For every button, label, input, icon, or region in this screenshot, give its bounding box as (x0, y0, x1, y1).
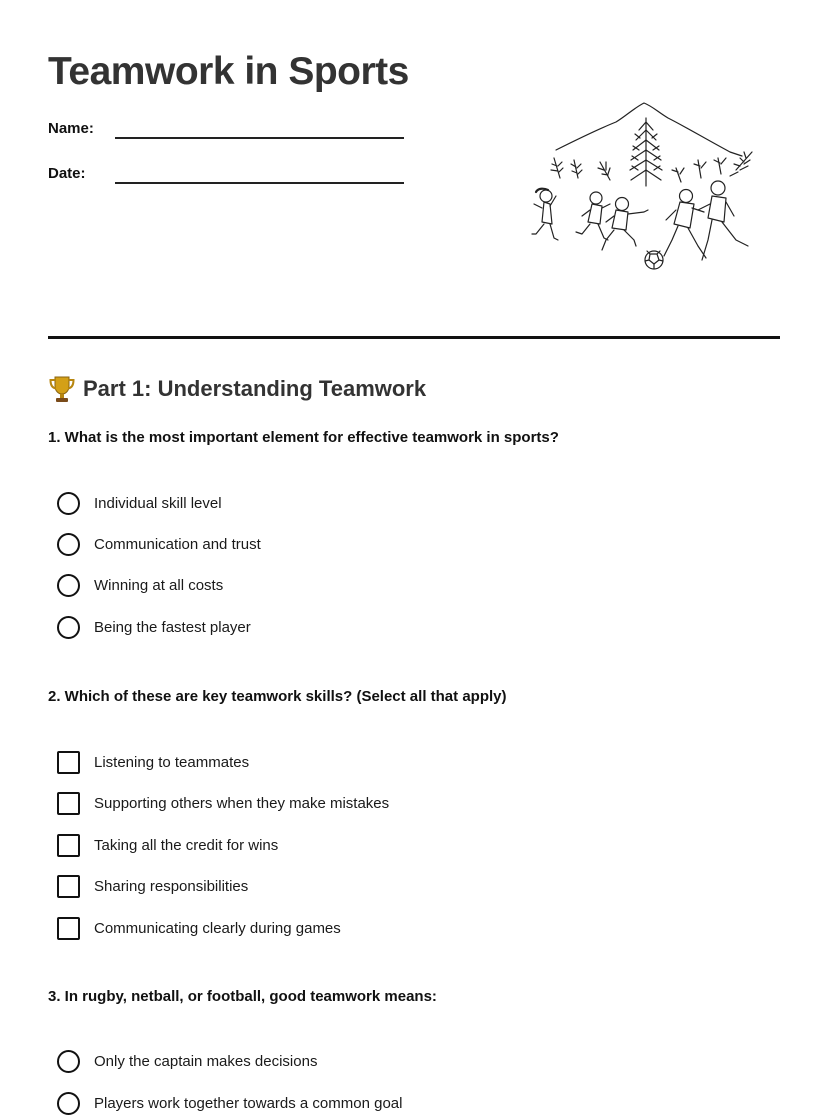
checkbox[interactable] (57, 875, 80, 898)
radio-button[interactable] (57, 574, 80, 597)
option-label: Only the captain makes decisions (94, 1052, 318, 1070)
option-label: Communicating clearly during games (94, 919, 341, 937)
child-runner-2 (576, 192, 610, 240)
option-label: Individual skill level (94, 494, 222, 512)
q2-option-2[interactable] (57, 790, 389, 816)
q3-option-2[interactable] (57, 1090, 402, 1116)
q2-option-4[interactable] (57, 873, 248, 899)
date-label: Date: (48, 165, 86, 182)
radio-button[interactable] (57, 1050, 80, 1073)
name-field (48, 116, 408, 142)
q1-option-3[interactable] (57, 572, 223, 598)
q2-option-5[interactable] (57, 915, 341, 941)
option-label: Being the fastest player (94, 618, 251, 636)
part1-title: Part 1: Understanding Teamwork (83, 376, 427, 401)
q2-option-1[interactable] (57, 749, 249, 775)
radio-button[interactable] (57, 533, 80, 556)
question-3-text: 3. In rugby, netball, or football, good teamwork means: (48, 988, 437, 1005)
name-input-line[interactable] (115, 137, 404, 139)
checkbox[interactable] (57, 834, 80, 857)
checkbox[interactable] (57, 751, 80, 774)
option-label: Winning at all costs (94, 576, 224, 594)
q3-option-1[interactable] (57, 1048, 317, 1074)
part1-heading (48, 372, 426, 406)
fern-plants (551, 152, 752, 182)
q1-option-2[interactable] (57, 531, 261, 557)
checkbox[interactable] (57, 792, 80, 815)
children-playing-football-illustration (526, 100, 760, 276)
tree-drawing (630, 118, 662, 186)
name-label: Name: (48, 120, 94, 137)
checkbox[interactable] (57, 917, 80, 940)
radio-button[interactable] (57, 616, 80, 639)
option-label: Taking all the credit for wins (94, 836, 279, 854)
option-label: Communication and trust (94, 535, 261, 553)
question-1-text: 1. What is the most important element for effective teamwork in sports? (48, 429, 559, 446)
option-label: Players work together towards a common goal (94, 1094, 403, 1112)
option-label: Sharing responsibilities (94, 877, 249, 895)
child-runner-4 (664, 190, 706, 259)
mountain-outline (556, 103, 742, 156)
page-title: Teamwork in Sports (48, 50, 409, 93)
section-divider (48, 336, 780, 339)
date-field (48, 161, 408, 187)
child-runner-1 (532, 189, 558, 240)
trophy-icon (48, 374, 76, 404)
child-runner-5 (698, 181, 748, 260)
football-ball (645, 251, 663, 269)
q2-option-3[interactable] (57, 832, 278, 858)
q1-option-1[interactable] (57, 490, 222, 516)
q1-option-4[interactable] (57, 614, 251, 640)
option-label: Listening to teammates (94, 753, 250, 771)
radio-button[interactable] (57, 492, 80, 515)
option-label: Supporting others when they make mistakes (94, 794, 390, 812)
date-input-line[interactable] (115, 182, 404, 184)
radio-button[interactable] (57, 1092, 80, 1115)
question-2-text: 2. Which of these are key teamwork skills? (Select all that apply) (48, 688, 507, 705)
child-runner-3 (602, 198, 648, 251)
